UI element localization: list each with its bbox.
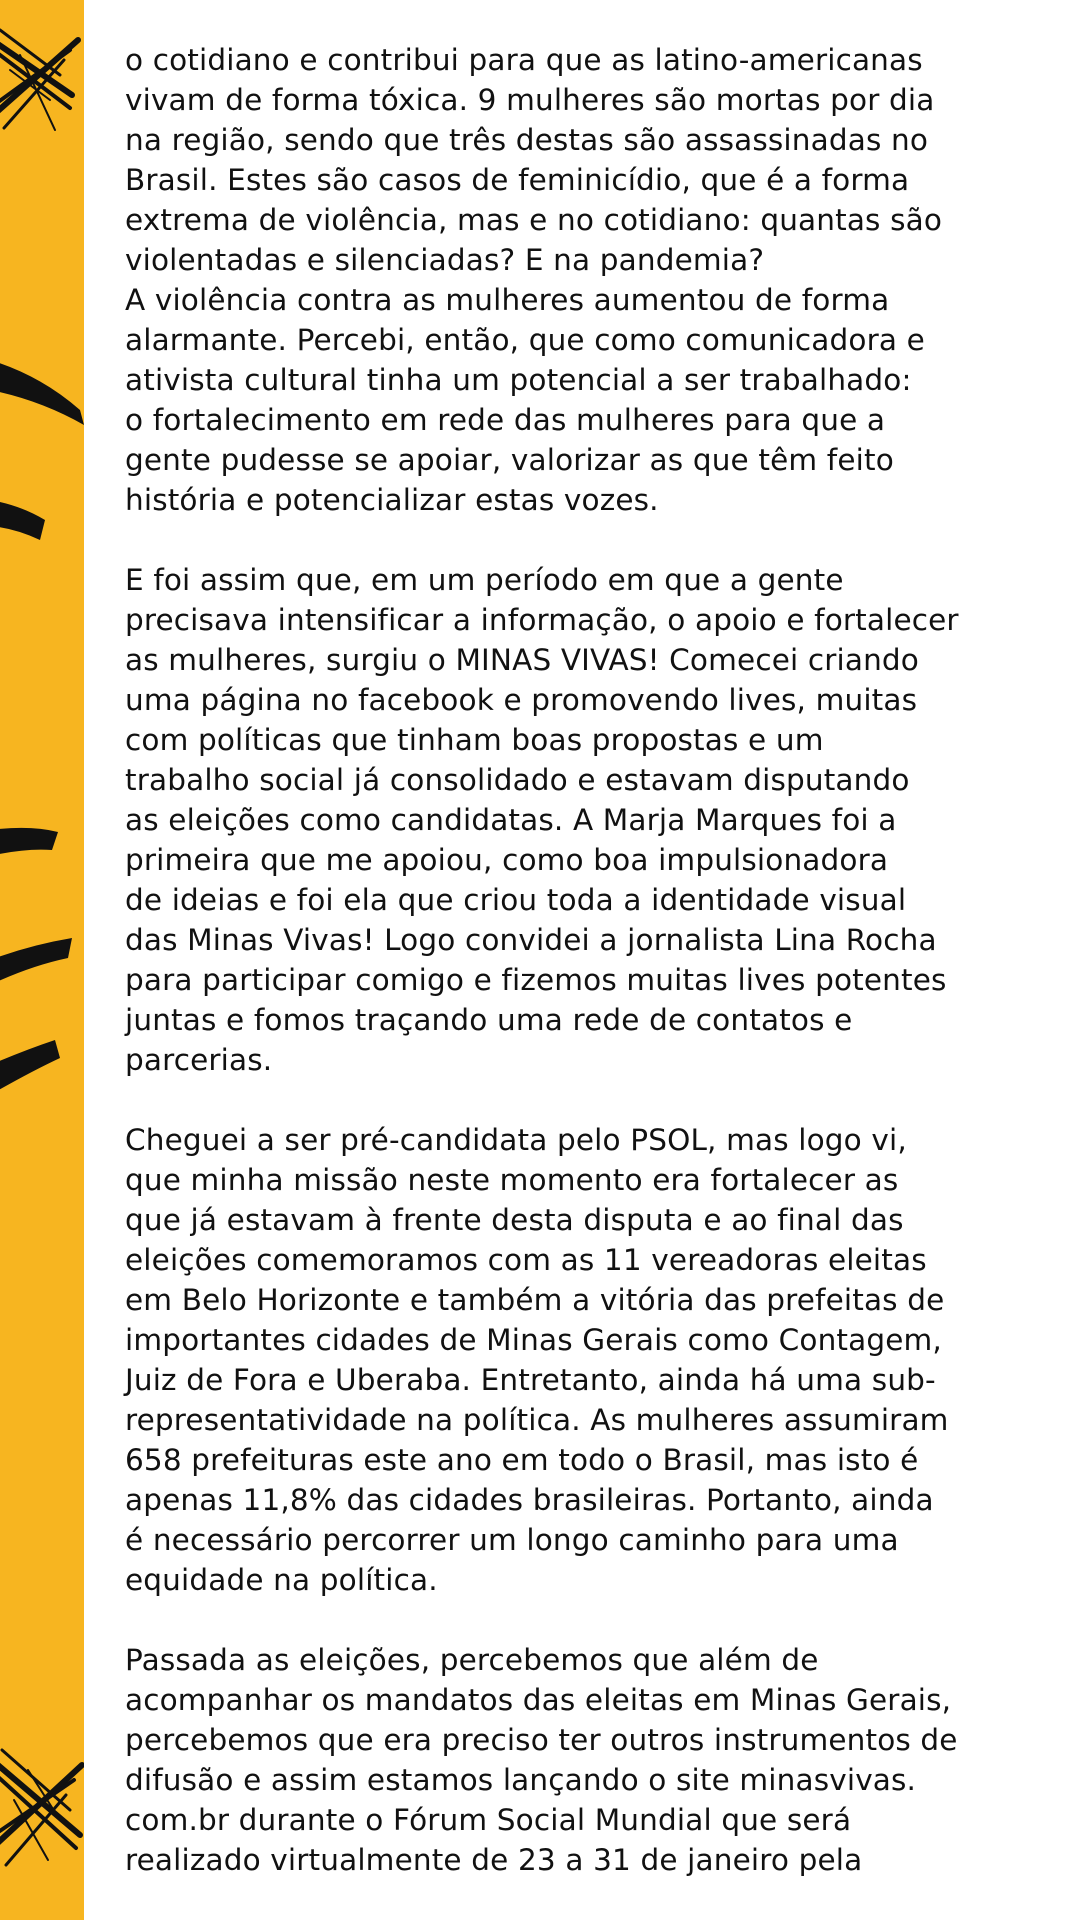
text-line: uma página no facebook e promovendo lives, muitas <box>125 683 918 717</box>
text-line: acompanhar os mandatos das eleitas em Minas Gerais, <box>125 1683 952 1717</box>
text-line: 658 prefeituras este ano em todo o Brasil, mas isto é <box>125 1443 919 1477</box>
text-line: precisava intensificar a informação, o apoio e fortalecer <box>125 603 959 637</box>
text-line: as eleições como candidatas. A Marja Marques foi a <box>125 803 897 837</box>
text-line: primeira que me apoiou, como boa impulsionadora <box>125 843 889 877</box>
text-line: eleições comemoramos com as 11 vereadoras eleitas <box>125 1243 927 1277</box>
text-line: ativista cultural tinha um potencial a ser trabalhado: <box>125 363 912 397</box>
decorative-sidebar <box>0 0 84 1920</box>
text-line: juntas e fomos traçando uma rede de contatos e <box>125 1003 853 1037</box>
text-line: o fortalecimento em rede das mulheres para que a <box>125 403 886 437</box>
text-line: importantes cidades de Minas Gerais como Contagem, <box>125 1323 942 1357</box>
paragraph-gap <box>125 520 1045 560</box>
text-line: para participar comigo e fizemos muitas lives potentes <box>125 963 947 997</box>
text-line: que já estavam à frente desta disputa e ao final das <box>125 1203 904 1237</box>
text-line: que minha missão neste momento era fortalecer as <box>125 1163 899 1197</box>
brush-stroke-icon <box>0 360 84 1095</box>
text-line: E foi assim que, em um período em que a gente <box>125 563 844 597</box>
text-line: Passada as eleições, percebemos que além de <box>125 1643 819 1677</box>
text-line: em Belo Horizonte e também a vitória das prefeitas de <box>125 1283 945 1317</box>
text-line: equidade na política. <box>125 1563 438 1597</box>
crosshatch-brush-icon <box>0 30 78 130</box>
text-line: percebemos que era preciso ter outros instrumentos de <box>125 1723 958 1757</box>
text-line: o cotidiano e contribui para que as latino-americanas <box>125 43 923 77</box>
text-line: alarmante. Percebi, então, que como comunicadora e <box>125 323 925 357</box>
paragraph-gap <box>125 1080 1045 1120</box>
text-line: de ideias e foi ela que criou toda a identidade visual <box>125 883 907 917</box>
text-line: representatividade na política. As mulheres assumiram <box>125 1403 949 1437</box>
article-body <box>125 40 1045 1880</box>
text-line: Brasil. Estes são casos de feminicídio, que é a forma <box>125 163 910 197</box>
text-line: A violência contra as mulheres aumentou de forma <box>125 283 890 317</box>
text-line: realizado virtualmente de 23 a 31 de janeiro pela <box>125 1843 863 1877</box>
text-line: difusão e assim estamos lançando o site minasvivas. <box>125 1763 917 1797</box>
text-line: com políticas que tinham boas propostas e um <box>125 723 824 757</box>
text-line: história e potencializar estas vozes. <box>125 483 659 517</box>
text-line: extrema de violência, mas e no cotidiano: quantas são <box>125 203 943 237</box>
paragraph-gap <box>125 1600 1045 1640</box>
text-line: Juiz de Fora e Uberaba. Entretanto, ainda há uma sub- <box>125 1363 936 1397</box>
text-line: gente pudesse se apoiar, valorizar as que têm feito <box>125 443 894 477</box>
text-line: na região, sendo que três destas são assassinadas no <box>125 123 929 157</box>
text-line: as mulheres, surgiu o MINAS VIVAS! Comecei criando <box>125 643 920 677</box>
crosshatch-brush-icon <box>0 1750 82 1865</box>
text-line: trabalho social já consolidado e estavam disputando <box>125 763 910 797</box>
text-line: parcerias. <box>125 1043 273 1077</box>
text-line: violentadas e silenciadas? E na pandemia? <box>125 243 765 277</box>
text-line: apenas 11,8% das cidades brasileiras. Portanto, ainda <box>125 1483 934 1517</box>
text-line: é necessário percorrer um longo caminho para uma <box>125 1523 899 1557</box>
text-line: vivam de forma tóxica. 9 mulheres são mortas por dia <box>125 83 935 117</box>
text-line: Cheguei a ser pré-candidata pelo PSOL, mas logo vi, <box>125 1123 907 1157</box>
text-line: das Minas Vivas! Logo convidei a jornalista Lina Rocha <box>125 923 937 957</box>
text-line: com.br durante o Fórum Social Mundial que será <box>125 1803 852 1837</box>
